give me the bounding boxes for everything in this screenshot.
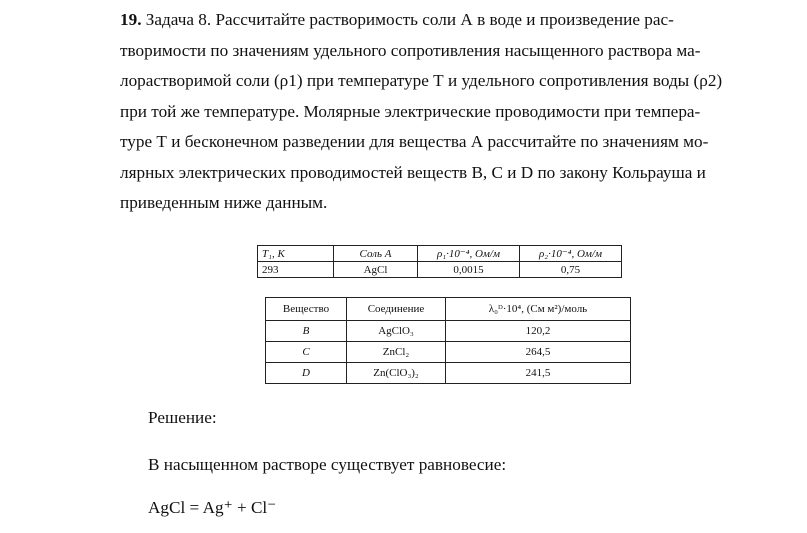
- table-cell: 0,75: [520, 262, 622, 278]
- problem-line-4: при той же температуре. Молярные электрические проводимости при темпера-: [120, 101, 701, 121]
- table-header-cell: Вещество: [266, 298, 347, 321]
- data-table-2: [265, 297, 631, 384]
- table-header-cell: T₁, K: [258, 246, 334, 262]
- table-cell: B: [266, 321, 347, 342]
- problem-line-2: творимости по значениям удельного сопротивления насыщенного раствора ма-: [120, 40, 701, 60]
- table-header-cell: ρ₁·10⁻⁴, Ом/м: [418, 246, 520, 262]
- problem-text: Задача 8. Рассчитайте растворимость соли А в воде и произведение рас-: [145, 10, 674, 29]
- solution-heading: Решение:: [148, 408, 217, 427]
- table-cell: AgClO₃: [347, 321, 446, 342]
- table-header-cell: Соединение: [347, 298, 446, 321]
- equilibrium-text: В насыщенном растворе существует равновесие:: [148, 455, 507, 474]
- problem-line-6: лярных электрических проводимостей веществ В, С и D по закону Кольрауша и: [120, 162, 706, 182]
- table-row: [266, 363, 631, 384]
- table-cell: 241,5: [446, 363, 631, 384]
- table-cell: D: [266, 363, 347, 384]
- data-table-1: [257, 245, 622, 278]
- table-cell: 293: [258, 262, 334, 278]
- table-cell: 120,2: [446, 321, 631, 342]
- table-cell: Zn(ClO₃)₂: [347, 363, 446, 384]
- table-header-cell: ρ₂·10⁻⁴, Ом/м: [520, 246, 622, 262]
- table-cell: C: [266, 342, 347, 363]
- problem-line-5: туре Т и бесконечном разведении для вещества А рассчитайте по значениям мо-: [120, 132, 709, 151]
- problem-statement: [120, 5, 756, 219]
- table-cell: ZnCl₂: [347, 342, 446, 363]
- table-cell: AgCl: [334, 262, 418, 278]
- table-header-row: [258, 246, 622, 262]
- problem-line-1: [120, 5, 756, 36]
- table-cell: 0,0015: [418, 262, 520, 278]
- table-header-cell: Соль A: [334, 246, 418, 262]
- table-row: [266, 321, 631, 342]
- problem-line-7: приведенным ниже данным.: [120, 193, 328, 212]
- equilibrium-equation: AgCl = Ag⁺ + Cl⁻: [148, 498, 277, 517]
- table-cell: 264,5: [446, 342, 631, 363]
- table-header-row: [266, 298, 631, 321]
- table-row: [266, 342, 631, 363]
- table-header-cell: λ₀ᴰ·10⁴, (См м²)/моль: [446, 298, 631, 321]
- problem-number: 19.: [120, 10, 142, 29]
- problem-line-3: лорастворимой соли (ρ1) при температуре Т и удельного сопротивления воды (ρ2): [120, 71, 723, 90]
- table-row: [258, 262, 622, 278]
